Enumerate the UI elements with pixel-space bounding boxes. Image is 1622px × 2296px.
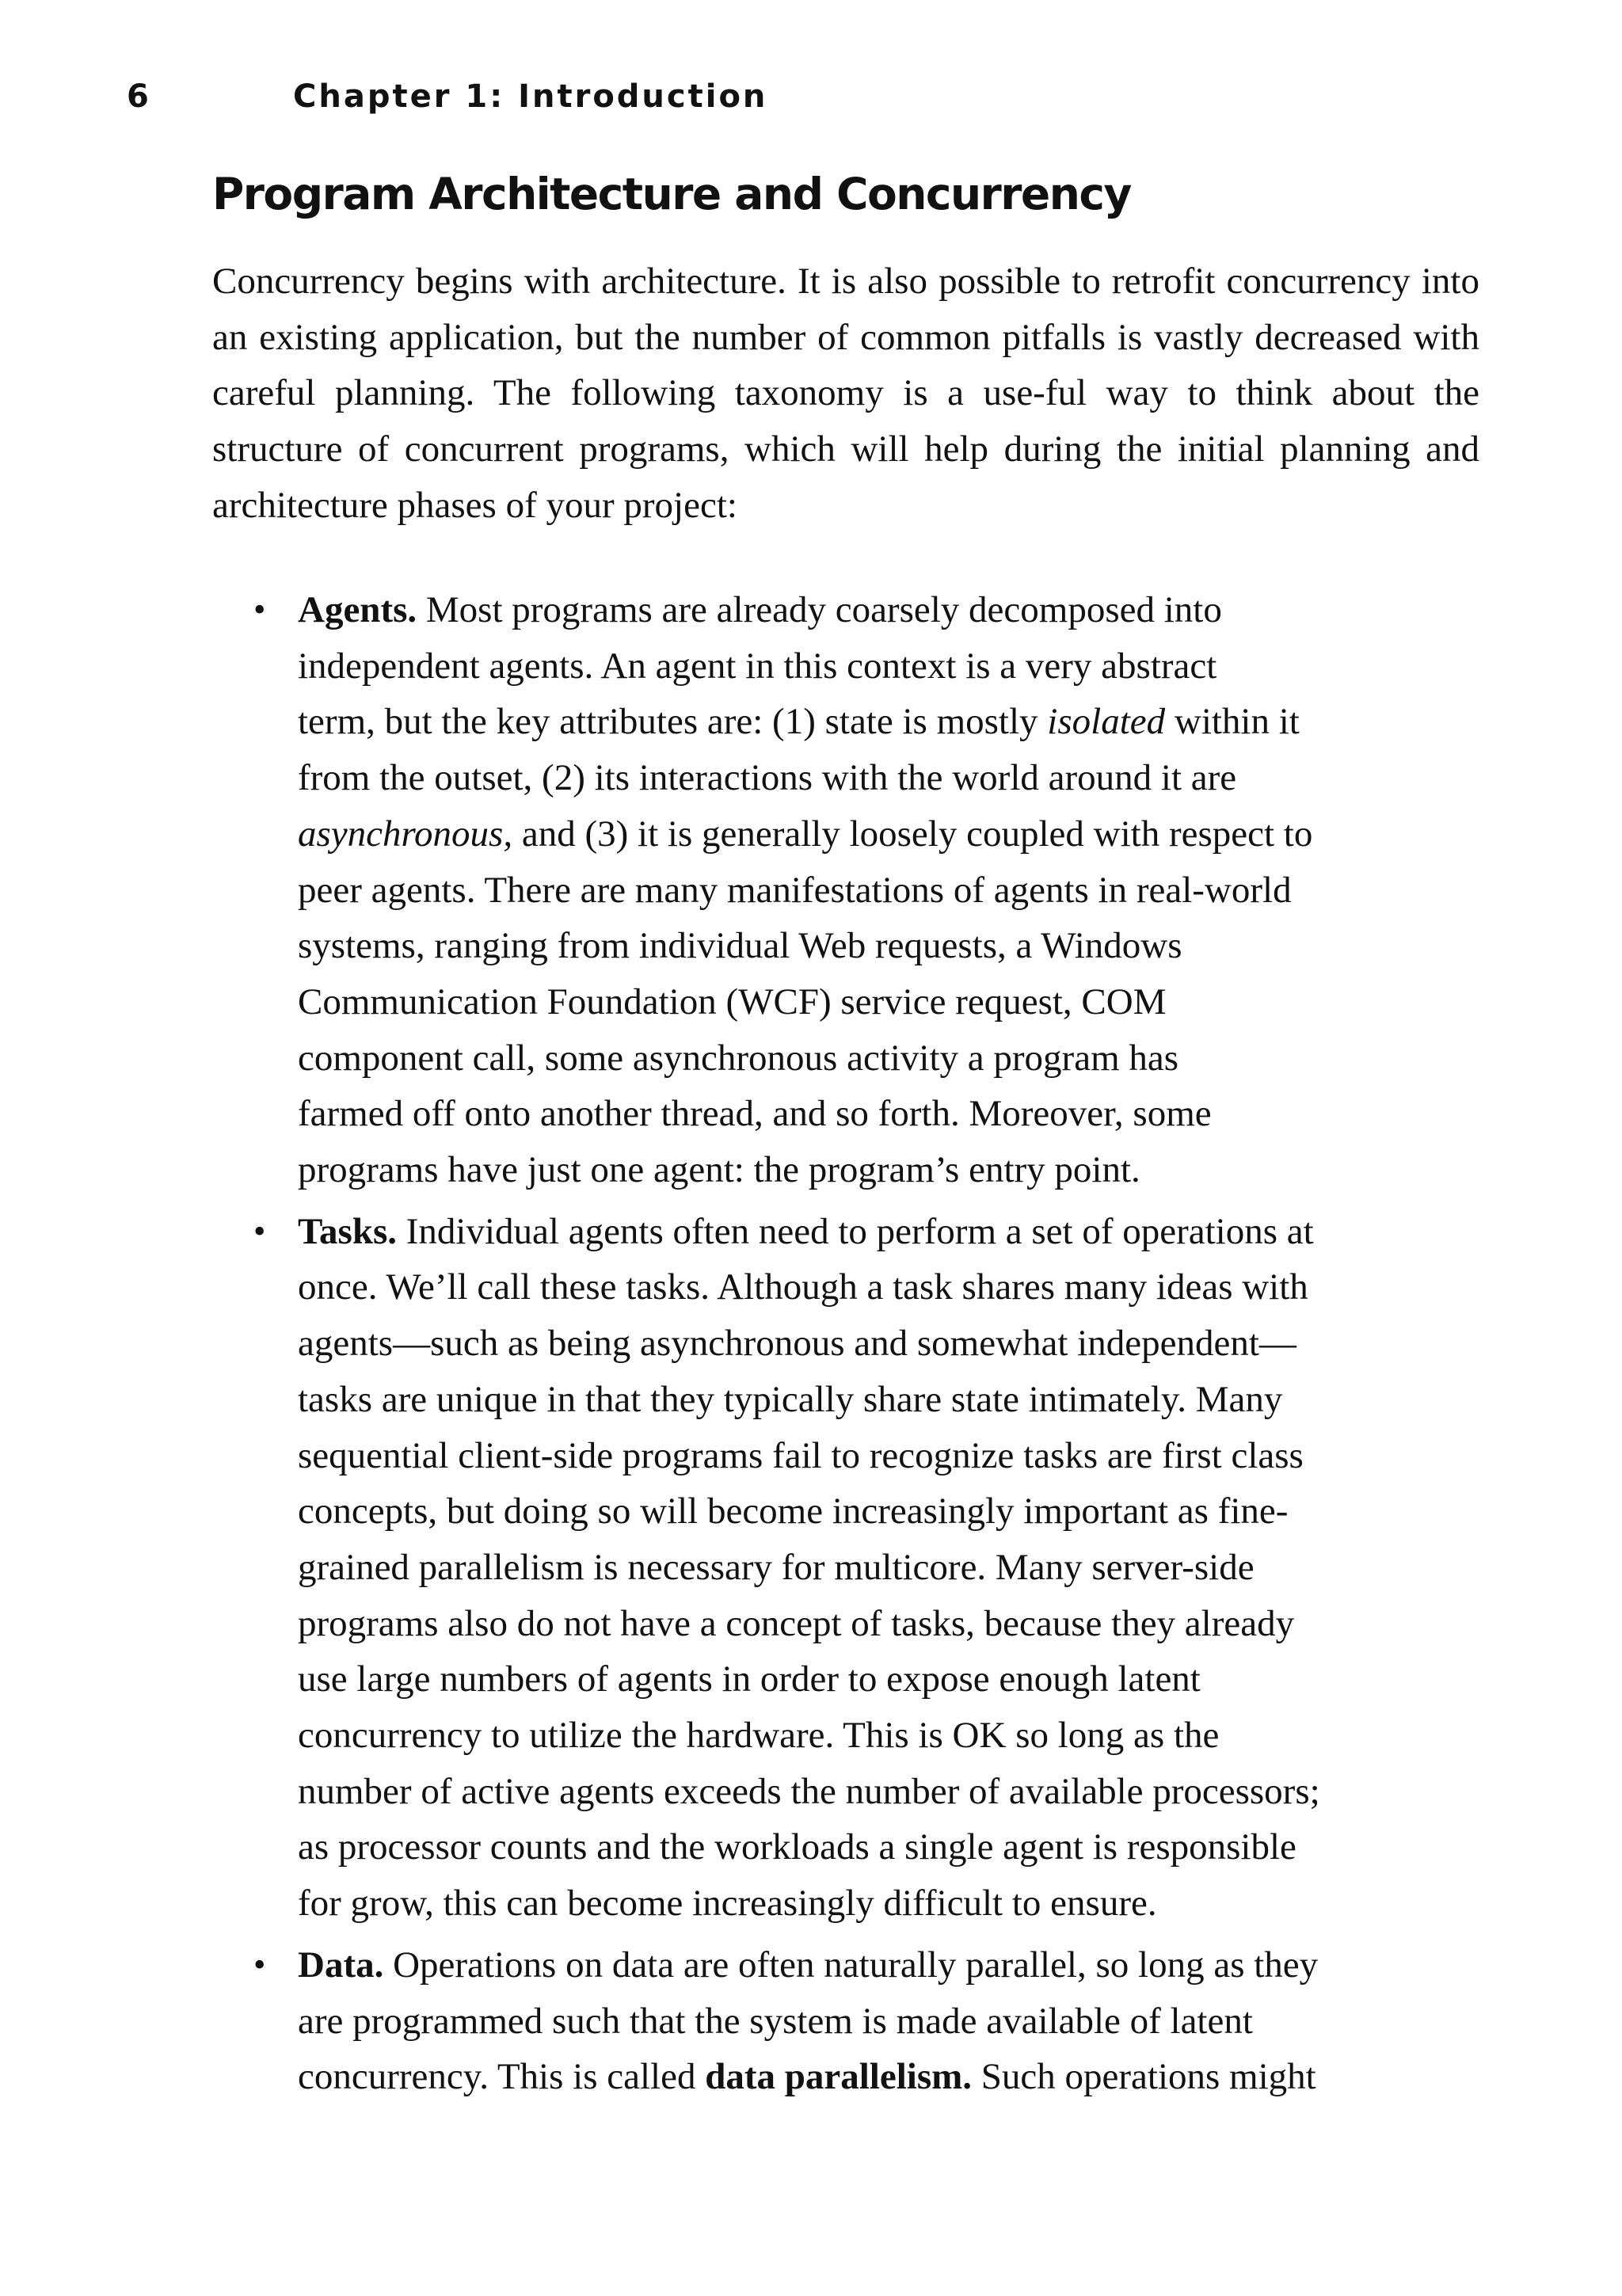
text-line: from the outset, (2) its interactions with the world around it are	[298, 757, 1237, 799]
text-line	[298, 582, 1479, 638]
text-span: Operations on data are often naturally parallel, so long as they	[393, 1944, 1319, 1986]
emphasis-isolated: isolated	[1047, 701, 1166, 743]
list-item-agents	[212, 582, 1479, 1198]
text-line: agents—such as being asynchronous and somewhat independent—	[298, 1323, 1296, 1365]
text-line: are programmed such that the system is made available of latent	[298, 2000, 1253, 2042]
text-line	[298, 694, 1479, 750]
page-number: 6	[127, 78, 151, 115]
intro-paragraph: Concurrency begins with architecture. It is also possible to retrofit concurrency into an existing application, but the number of common pitfalls is vastly decreased with careful planning. The following taxonomy is a use-ful way to think about the structure of concurrent programs, which will help during the initial planning and architecture phases of your project:	[212, 261, 1479, 526]
text-line: peer agents. There are many manifestations of agents in real-world	[298, 869, 1292, 911]
bullet-icon: •	[253, 1211, 266, 1251]
text-span: within it	[1174, 701, 1300, 743]
text-span: concurrency. This is called	[298, 2056, 696, 2098]
text-line: programs have just one agent: the program’s entry point.	[298, 1149, 1140, 1191]
text-span: Most programs are already coarsely decomposed into	[425, 589, 1222, 630]
text-line	[298, 1937, 1479, 1993]
text-line: independent agents. An agent in this context is a very abstract	[298, 645, 1217, 687]
text-span: and (3) it is generally loosely coupled with respect to	[521, 813, 1313, 855]
text-line	[298, 1204, 1479, 1260]
text-line: use large numbers of agents in order to expose enough latent	[298, 1658, 1201, 1700]
term-agents: Agents.	[298, 589, 417, 630]
taxonomy-list	[212, 582, 1479, 2111]
text-line: programs also do not have a concept of tasks, because they already	[298, 1602, 1295, 1644]
term-tasks: Tasks.	[298, 1210, 398, 1252]
text-line: tasks are unique in that they typically share state intimately. Many	[298, 1378, 1283, 1420]
text-line: concepts, but doing so will become increasingly important as fine-	[298, 1491, 1289, 1533]
text-line: once. We’ll call these tasks. Although a task shares many ideas with	[298, 1266, 1308, 1308]
text-span: term, but the key attributes are: (1) state is mostly	[298, 701, 1038, 743]
bullet-icon: •	[253, 590, 266, 629]
text-line: component call, some asynchronous activity a program has	[298, 1037, 1179, 1079]
text-line: for grow, this can become increasingly difficult to ensure.	[298, 1883, 1157, 1925]
text-line: number of active agents exceeds the number of available processors;	[298, 1770, 1320, 1812]
text-line: sequential client-side programs fail to recognize tasks are first class	[298, 1434, 1304, 1476]
text-line: Communication Foundation (WCF) service request, COM	[298, 980, 1167, 1022]
running-head	[127, 73, 1473, 120]
text-line: as processor counts and the workloads a single agent is responsible	[298, 1826, 1296, 1868]
text-span: Such operations might	[980, 2056, 1316, 2098]
term-data: Data.	[298, 1944, 384, 1986]
text-line: farmed off onto another thread, and so forth. Moreover, some	[298, 1093, 1212, 1135]
bullet-icon: •	[253, 1944, 266, 1984]
text-line: grained parallelism is necessary for multicore. Many server-side	[298, 1546, 1255, 1588]
text-line: systems, ranging from individual Web requests, a Windows	[298, 925, 1182, 967]
text-line: concurrency to utilize the hardware. This is OK so long as the	[298, 1715, 1220, 1757]
list-item-data	[212, 1937, 1479, 2105]
text-line	[298, 2049, 1479, 2105]
emphasis-asynchronous: asynchronous,	[298, 813, 513, 855]
section-heading: Program Architecture and Concurrency	[212, 169, 1131, 219]
list-item-tasks	[212, 1204, 1479, 1932]
term-data-parallelism: data parallelism.	[705, 2056, 973, 2098]
text-line	[298, 806, 1479, 862]
chapter-title: Chapter 1: Introduction	[293, 78, 768, 115]
text-span: Individual agents often need to perform a set of operations at	[406, 1210, 1314, 1252]
